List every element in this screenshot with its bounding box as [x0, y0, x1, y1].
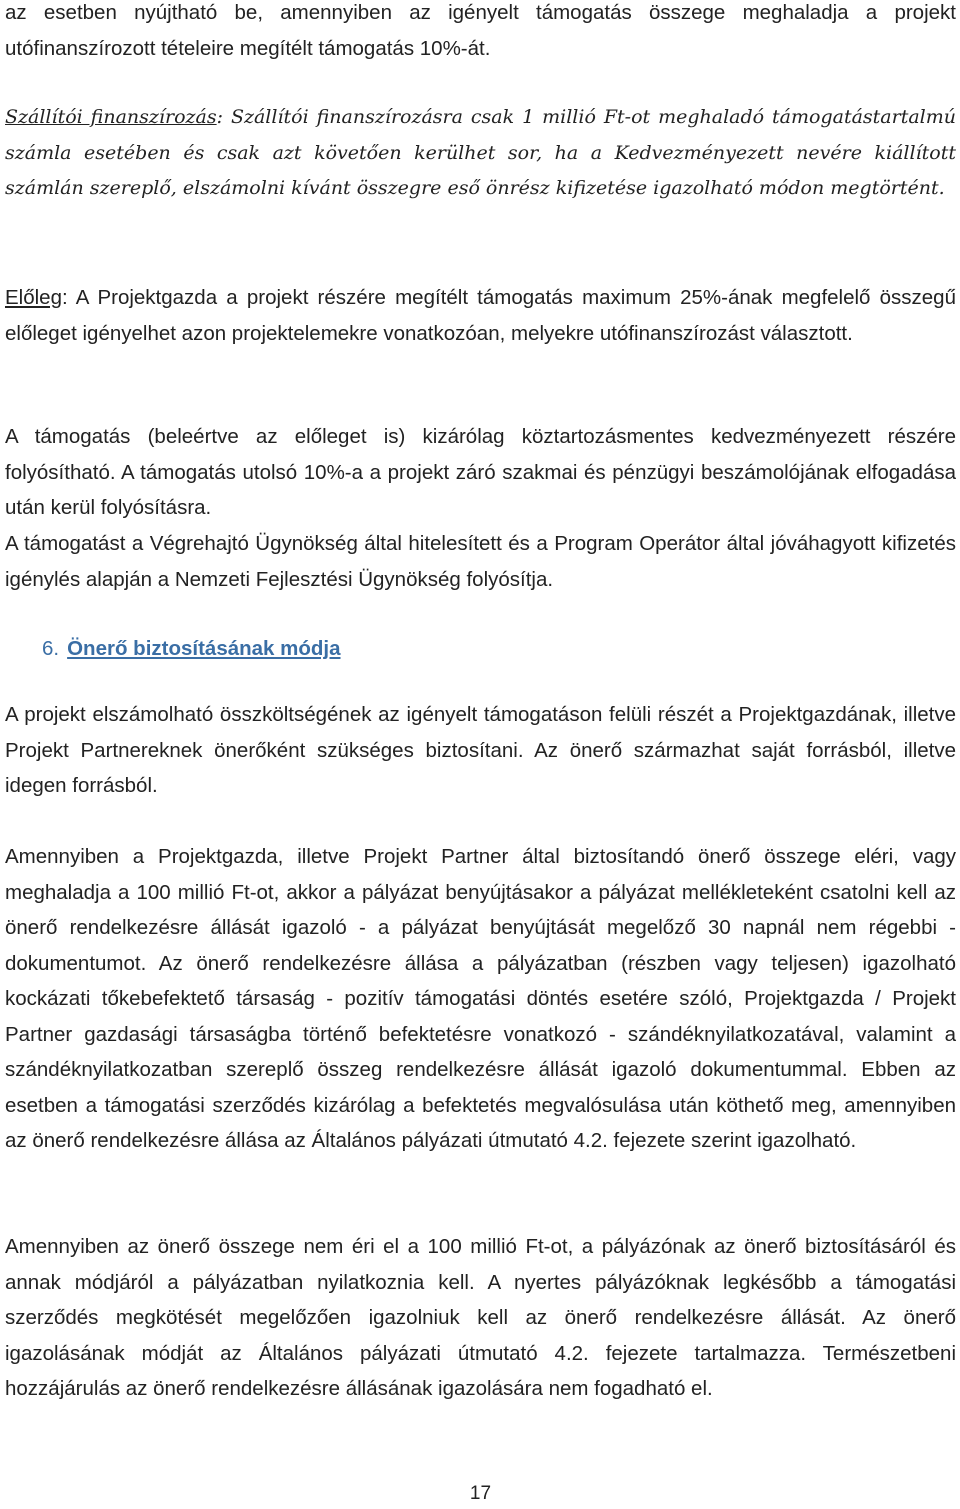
document-page [5, 0, 956, 1509]
advance-text: : A Projektgazda a projekt részére megítélt támogatás maximum 25%-ának megfelelő összegű előleget igényelhet azon projektelemekre vonatkozóan, melyekre utófinanszírozást választott. [5, 286, 956, 345]
advance-paragraph [5, 280, 956, 351]
support-disbursement-paragraph: A támogatást a Végrehajtó Ügynökség által hitelesített és a Program Operátor által jóváhagyott kifizetés igénylés alapján a Nemzeti Fejlesztési Ügynökség folyósítja. [5, 532, 956, 591]
advance-term: Előleg [5, 286, 62, 309]
section-title: Önerő biztosításának módja [67, 637, 341, 660]
own-contribution-paragraph-1: A projekt elszámolható összköltségének az igényelt támogatáson felüli részét a Projektgazdának, illetve Projekt Partnereknek önerőként szükséges biztosítani. Az önerő származhat saját forrásból, illetve idegen forrásból. [5, 703, 956, 797]
supplier-financing-text: : Szállítói finanszírozásra csak 1 millió Ft-ot meghaladó támogatástartalmú számla esetében és csak azt követően kerülhet sor, ha a Kedvezményezett nevére kiállított számlán szereplő, elszámolni kívánt összegre eső önrész kifizetése igazolható módon megtörtént. [5, 106, 956, 199]
intro-paragraph: az esetben nyújtható be, amennyiben az igényelt támogatás összege meghaladja a projekt utófinanszírozott tételeire megítélt támogatás 10%-át. [5, 1, 956, 60]
own-contribution-paragraph-2: Amennyiben a Projektgazda, illetve Projekt Partner által biztosítandó önerő összege eléri, vagy meghaladja a 100 millió Ft-ot, akkor a pályázat benyújtásakor a pályázat mellékleteként csatolni kell az önerő rendelkezésre állását igazoló - a pályázat benyújtását megelőző 30 napnál nem régebbi - dokumentumot. Az önerő rendelkezésre állása a pályázatban (részben vagy teljesen) igazolható kockázati tőkebefektető társaság - pozitív támogatási döntés esetére szóló, Projektgazda / Projekt Partner gazdasági társaságba történő befektetésre vonatkozó - szándéknyilatkozatával, valamint a szándéknyilatkozatban szereplő összeg rendelkezésre állását igazoló dokumentummal. Ebben az esetben a támogatási szerződés kizárólag a befektetés megvalósulása után köthető meg, amennyiben az önerő rendelkezésre állása az Általános pályázati útmutató 4.2. fejezete szerint igazolható. [5, 845, 956, 1152]
supplier-financing-term: Szállítói finanszírozás [5, 106, 217, 128]
support-payment-paragraph: A támogatás (beleértve az előleget is) kizárólag köztartozásmentes kedvezményezett részére folyósítható. A támogatás utolsó 10%-a a projekt záró szakmai és pénzügyi beszámolójának elfogadása után kerül folyósításra. [5, 425, 956, 519]
page-number: 17 [469, 1483, 492, 1504]
section-number: 6. [42, 637, 60, 660]
section-heading [5, 631, 956, 667]
own-contribution-paragraph-3: Amennyiben az önerő összege nem éri el a 100 millió Ft-ot, a pályázónak az önerő biztosításáról és annak módjáról a pályázatban nyilatkoznia kell. A nyertes pályázóknak legkésőbb a támogatási szerződés megkötését megelőzően igazolniuk kell az önerő rendelkezésre állását. Az önerő igazolásának módját az Általános pályázati útmutató 4.2. fejezete tartalmazza. Természetbeni hozzájárulás az önerő rendelkezésre állásának igazolására nem fogadható el. [5, 1235, 956, 1400]
supplier-financing-paragraph [5, 100, 956, 207]
